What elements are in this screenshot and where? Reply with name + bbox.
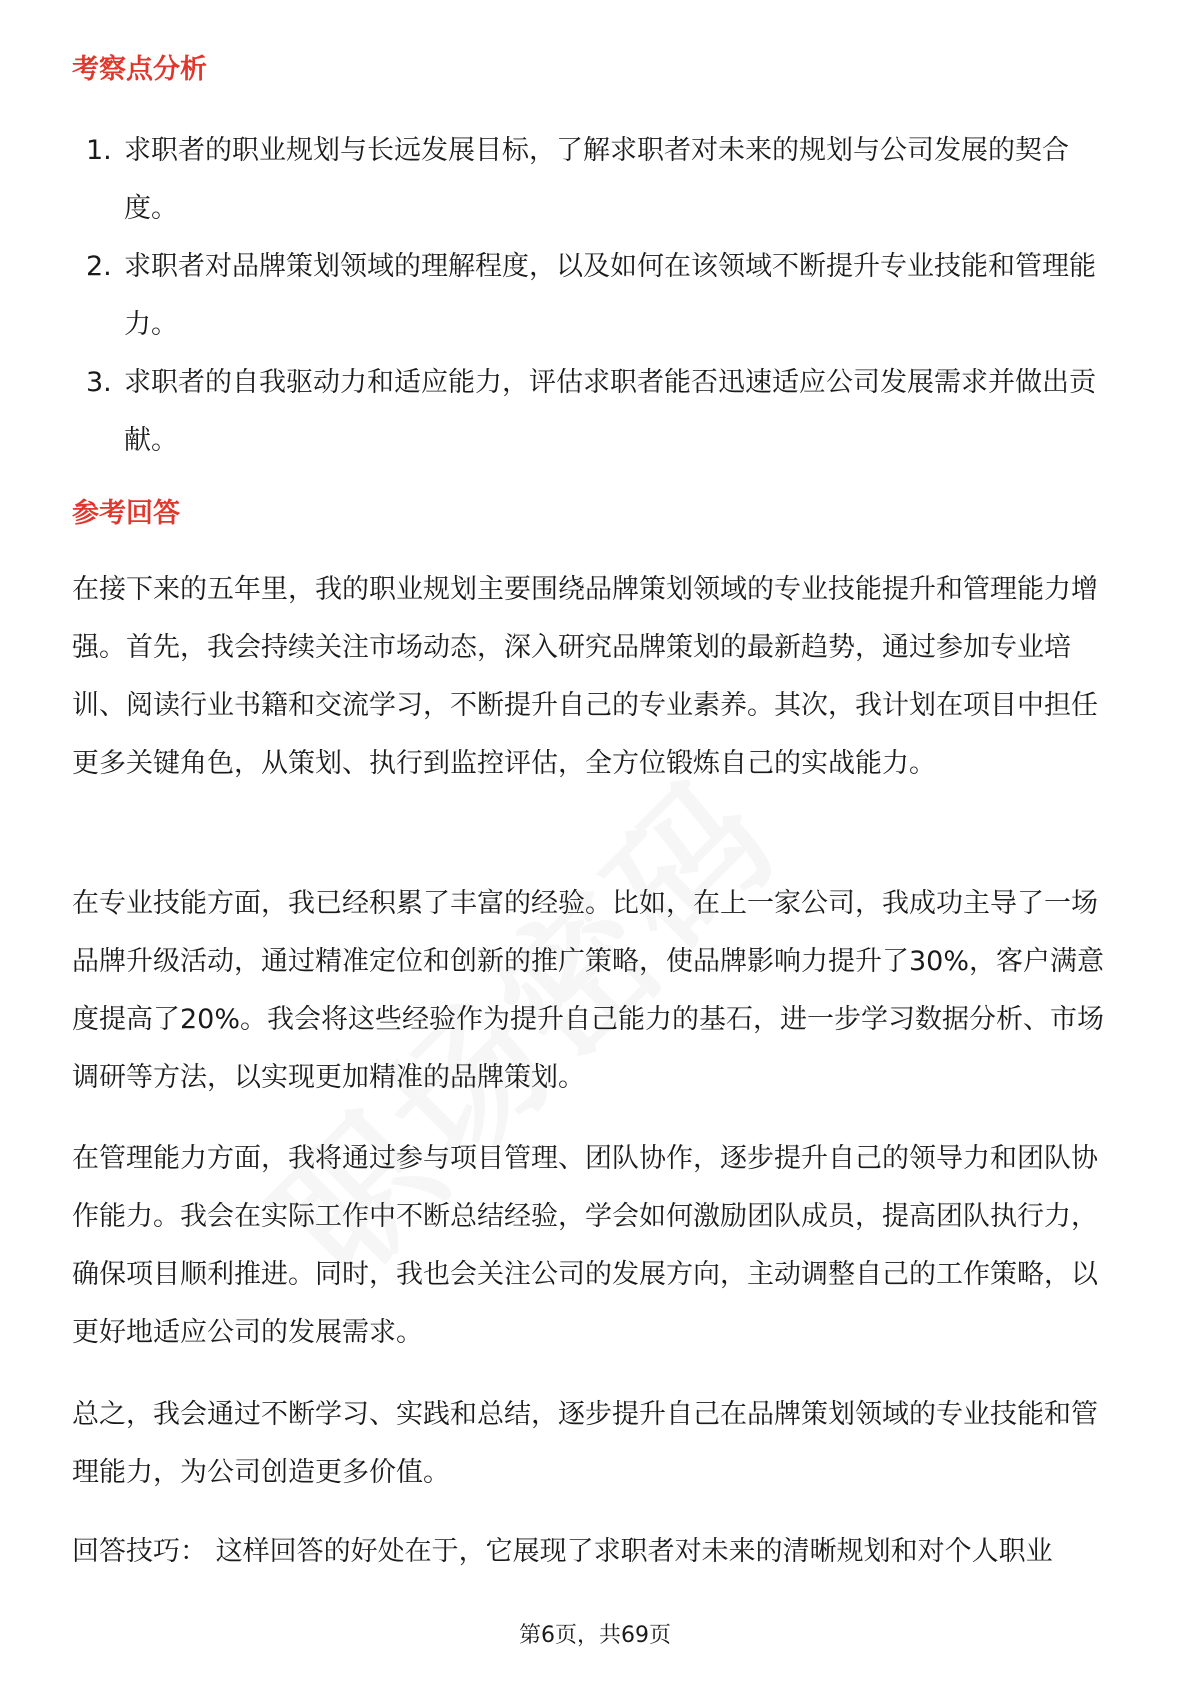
answer-paragraph: 在管理能力方面，我将通过参与项目管理、团队协作，逐步提升自己的领导力和团队协作能力。我会在实际工作中不断总结经验，学会如何激励团队成员，提高团队执行力，确保项目顺利推进。同时，我也会关注公司的发展方向，主动调整自己的工作策略，以更好地适应公司的发展需求。 — [72, 1143, 1098, 1348]
list-item-number: 3. — [86, 367, 112, 398]
list-item — [0, 122, 1116, 238]
answer-paragraph: 在专业技能方面，我已经积累了丰富的经验。比如，在上一家公司，我成功主导了一场品牌升级活动，通过精准定位和创新的推广策略，使品牌影响力提升了30%，客户满意度提高了20%。我会将这些经验作为提升自己能力的基石，进一步学习数据分析、市场调研等方法，以实现更加精准的品牌策划。 — [72, 888, 1105, 1093]
list-item-text: 求职者的职业规划与长远发展目标，了解求职者对未来的规划与公司发展的契合度。 — [124, 135, 1069, 224]
list-item-number: 1. — [86, 135, 112, 166]
analysis-list — [0, 122, 1190, 470]
section-title-analysis: 考察点分析 — [72, 54, 207, 85]
answer-paragraph: 在接下来的五年里，我的职业规划主要围绕品牌策划领域的专业技能提升和管理能力增强。首先，我会持续关注市场动态，深入研究品牌策划的最新趋势，通过参加专业培训、阅读行业书籍和交流学习，不断提升自己的专业素养。其次，我计划在项目中担任更多关键角色，从策划、执行到监控评估，全方位锻炼自己的实战能力。 — [72, 574, 1098, 779]
section-title-answer: 参考回答 — [72, 498, 180, 529]
list-item — [0, 354, 1116, 470]
list-item-text: 求职者对品牌策划领域的理解程度，以及如何在该领域不断提升专业技能和管理能力。 — [124, 251, 1096, 340]
answer-paragraph: 总之，我会通过不断学习、实践和总结，逐步提升自己在品牌策划领域的专业技能和管理能力，为公司创造更多价值。 — [72, 1399, 1098, 1488]
page-number: 第6页，共69页 — [519, 1623, 671, 1648]
list-item-number: 2. — [86, 251, 112, 282]
list-item-text: 求职者的自我驱动力和适应能力，评估求职者能否迅速适应公司发展需求并做出贡献。 — [124, 367, 1096, 456]
list-item — [0, 238, 1116, 354]
answer-tip-paragraph: 回答技巧： 这样回答的好处在于，它展现了求职者对未来的清晰规划和对个人职业 — [72, 1536, 1053, 1567]
